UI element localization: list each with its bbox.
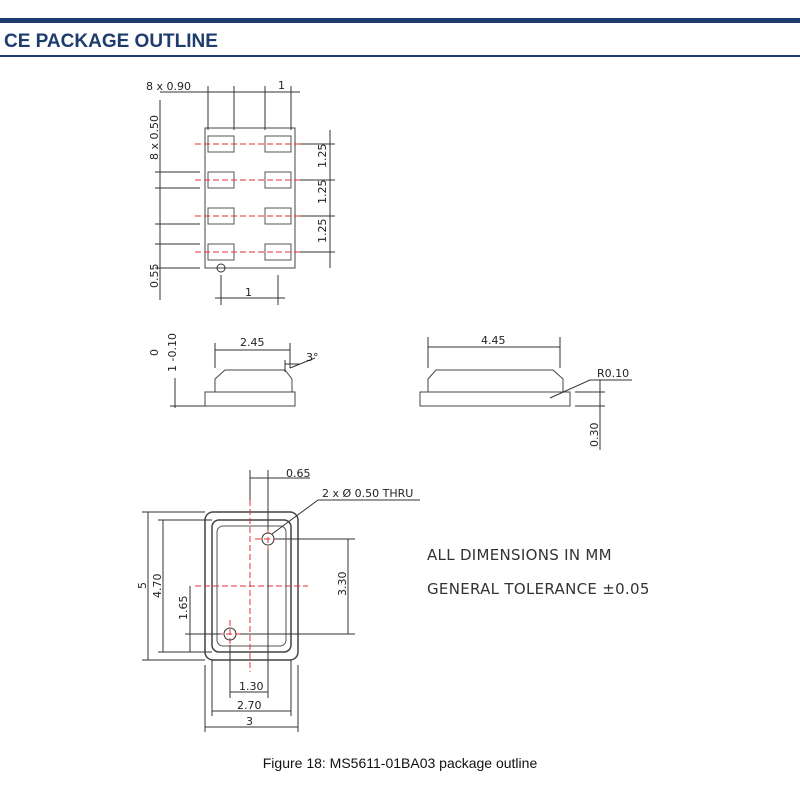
- pad-centerlines: [195, 144, 305, 252]
- dim-inner-offset: 1.65: [177, 595, 190, 620]
- dim-hole-span-h: 1.30: [239, 680, 264, 693]
- figure-caption: Figure 18: MS5611-01BA03 package outline: [262, 755, 538, 771]
- dim-pitch-2: 1.25: [316, 179, 329, 204]
- dim-body-thickness: 0.30: [588, 422, 601, 447]
- dim-length: 4.45: [481, 334, 506, 347]
- dim-hole-span-v: 3.30: [336, 571, 349, 596]
- dim-outer-width: 3: [246, 715, 253, 728]
- dim-pitch-3: 1.25: [316, 218, 329, 243]
- dim-bottom-span: 1: [245, 286, 252, 299]
- dim-pin-span: 1: [278, 79, 285, 92]
- tolerance-note: GENERAL TOLERANCE ±0.05: [427, 580, 650, 598]
- dim-inner-width: 2.70: [237, 699, 262, 712]
- dim-corner-radius: R0.10: [597, 367, 630, 380]
- dim-outer-height: 4.70: [151, 573, 164, 598]
- top-view-outline: [205, 128, 295, 268]
- dim-edge-offset: 0.55: [148, 263, 161, 288]
- dim-pad-width: 8 x 0.90: [146, 80, 191, 93]
- dim-hole-offset: 0.65: [286, 467, 311, 480]
- section-title: CE PACKAGE OUTLINE: [4, 31, 218, 52]
- dim-height-tol: 1 -0.10: [166, 333, 179, 372]
- dim-pitch-1: 1.25: [316, 143, 329, 168]
- dim-pad-height: 8 x 0.50: [148, 115, 161, 160]
- units-note: ALL DIMENSIONS IN MM: [427, 546, 612, 564]
- dim-clipped-mark: 5: [136, 582, 149, 589]
- dim-draft-angle: 3°: [306, 351, 319, 364]
- dim-hole-note: 2 x Ø 0.50 THRU: [322, 487, 414, 500]
- dim-height-nominal: 0: [148, 349, 161, 356]
- dim-side-width: 2.45: [240, 336, 265, 349]
- top-view: [155, 86, 335, 305]
- pads: [208, 136, 291, 260]
- side-view-left: [170, 343, 315, 408]
